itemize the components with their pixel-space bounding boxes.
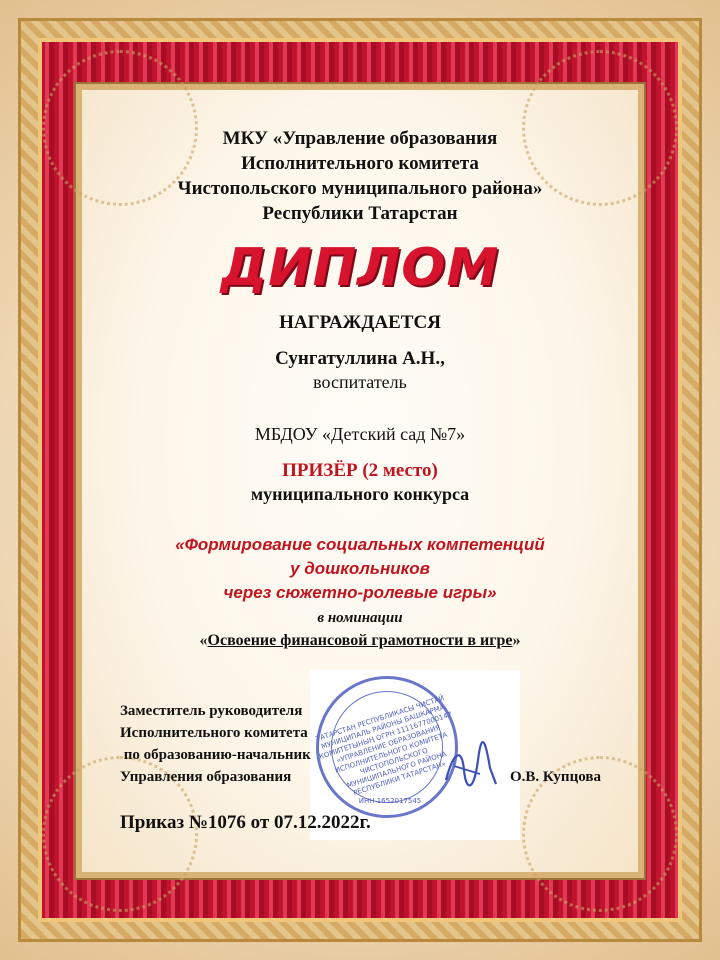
recipient-role: воспитатель [313, 372, 407, 392]
signer-position-text: Управления образования [120, 769, 292, 785]
prize-label: ПРИЗЁР (2 место) [282, 460, 438, 481]
stamp-text: ТАТАРСТАН РЕСПУБЛИКАСЫ ЧИСТАЙ МУНИЦИПАЛЬ РАЙОНЫ БАШКАРМА КОМИТЕТЫНЫҢ ОГРН 1111677000147 «УПРАВЛЕНИЕ ОБРАЗОВАНИЯ ИСПОЛНИТЕЛЬНОГО КОМИТЕТА ЧИСТОПОЛЬСКОГО МУНИЦИПАЛЬНОГО РАЙОНА РЕСПУБЛИКИ ТАТАРСТАН» [314, 693, 454, 798]
nomination-label: в номинации [317, 610, 403, 626]
contest-theme-line-2: у дошкольников [290, 559, 430, 578]
signer-position-line-1: Заместитель руководителя [120, 703, 303, 719]
awarded-label: НАГРАЖДАЕТСЯ [279, 312, 441, 333]
contest-label: муниципального конкурса [250, 484, 470, 504]
diploma-title: ДИПЛОМ [220, 238, 500, 298]
nomination-title [0, 632, 720, 650]
organization: МБДОУ «Детский сад №7» [254, 424, 466, 444]
stamp-inn: ИНН 1652017545 [358, 797, 422, 805]
issuer-line-4: Республики Татарстан [262, 203, 458, 224]
signer-name: О.В. Купцова [510, 769, 601, 785]
signer-position-line-3: по образованию-начальник [120, 747, 311, 763]
issuer-line-1: МКУ «Управление образования [222, 128, 498, 149]
signer-position-line-2: Исполнительного комитета [120, 725, 308, 741]
contest-theme-line-1: «Формирование социальных компетенций [175, 535, 545, 554]
recipient-name: Сунгатуллина А.Н., [275, 348, 445, 369]
signature-block [120, 700, 620, 788]
issuer-line-3: Чистопольского муниципального района» [177, 178, 543, 199]
issuer-line-2: Исполнительного комитета [241, 153, 479, 174]
signer-position-line-4 [120, 766, 620, 788]
contest-theme-line-3: через сюжетно-ролевые игры» [223, 583, 497, 602]
order-reference: Приказ №1076 от 07.12.2022г. [120, 812, 371, 833]
nomination-open-quote: « [199, 632, 208, 649]
nomination-text: Освоение финансовой грамотности в игре [207, 632, 513, 649]
nomination-close-quote: » [512, 632, 521, 649]
